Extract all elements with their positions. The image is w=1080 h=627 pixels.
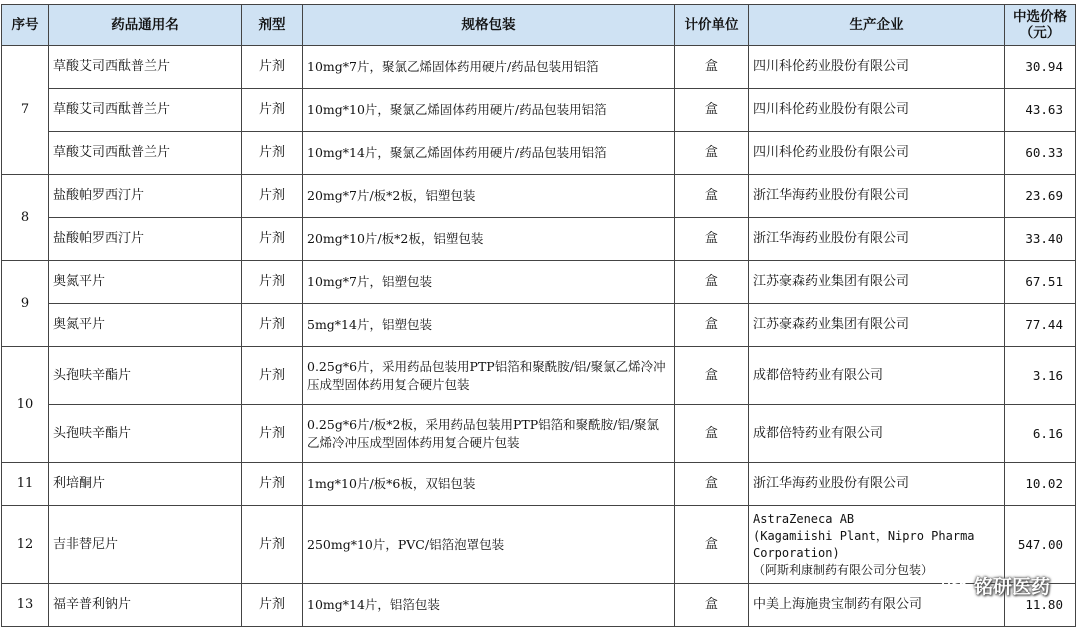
price: 547.00 <box>1005 506 1076 584</box>
company: 中美上海施贵宝制药有限公司 <box>749 584 1005 627</box>
wechat-icon <box>942 575 968 597</box>
spec: 250mg*10片，PVC/铝箔泡罩包装 <box>303 506 675 584</box>
dosage-form: 片剂 <box>242 463 303 506</box>
table-row <box>2 218 1076 261</box>
header-price: 中选价格 （元） <box>1005 5 1076 46</box>
row-index: 7 <box>2 46 49 175</box>
drug-name: 草酸艾司西酞普兰片 <box>49 132 242 175</box>
header-drug-name: 药品通用名 <box>49 5 242 46</box>
spec: 10mg*10片，聚氯乙烯固体药用硬片/药品包装用铝箔 <box>303 89 675 132</box>
table-row <box>2 405 1076 463</box>
unit: 盒 <box>675 89 749 132</box>
header-dosage-form: 剂型 <box>242 5 303 46</box>
header-unit: 计价单位 <box>675 5 749 46</box>
drug-name: 盐酸帕罗西汀片 <box>49 175 242 218</box>
drug-name: 草酸艾司西酞普兰片 <box>49 89 242 132</box>
table-row <box>2 584 1076 627</box>
row-index: 11 <box>2 463 49 506</box>
row-index: 13 <box>2 584 49 627</box>
dosage-form: 片剂 <box>242 261 303 304</box>
unit: 盒 <box>675 584 749 627</box>
spec: 20mg*7片/板*2板，铝塑包装 <box>303 175 675 218</box>
header-company: 生产企业 <box>749 5 1005 46</box>
table-row <box>2 175 1076 218</box>
row-index: 12 <box>2 506 49 584</box>
table-row <box>2 304 1076 347</box>
spec: 1mg*10片/板*6板，双铝包装 <box>303 463 675 506</box>
spec: 10mg*7片，铝塑包装 <box>303 261 675 304</box>
unit: 盒 <box>675 506 749 584</box>
drug-name: 盐酸帕罗西汀片 <box>49 218 242 261</box>
price: 77.44 <box>1005 304 1076 347</box>
row-index: 8 <box>2 175 49 261</box>
watermark-text: 铭研医药 <box>973 576 1050 598</box>
header-index: 序号 <box>2 5 49 46</box>
table-row <box>2 46 1076 89</box>
table-row <box>2 506 1076 584</box>
spec: 10mg*14片，聚氯乙烯固体药用硬片/药品包装用铝箔 <box>303 132 675 175</box>
price: 30.94 <box>1005 46 1076 89</box>
dosage-form: 片剂 <box>242 347 303 405</box>
drug-name: 奥氮平片 <box>49 261 242 304</box>
drug-name: 吉非替尼片 <box>49 506 242 584</box>
table-row <box>2 261 1076 304</box>
company: AstraZeneca AB (Kagamiishi Plant，Nipro Pharma Corporation) （阿斯利康制药有限公司分包装） <box>749 506 1005 584</box>
table-row <box>2 132 1076 175</box>
price: 23.69 <box>1005 175 1076 218</box>
price: 33.40 <box>1005 218 1076 261</box>
spec: 5mg*14片，铝塑包装 <box>303 304 675 347</box>
company: 成都倍特药业有限公司 <box>749 347 1005 405</box>
watermark <box>942 572 1050 599</box>
drug-name: 福辛普利钠片 <box>49 584 242 627</box>
company: 浙江华海药业股份有限公司 <box>749 175 1005 218</box>
table-row <box>2 89 1076 132</box>
spec: 10mg*14片，铝箔包装 <box>303 584 675 627</box>
price: 3.16 <box>1005 347 1076 405</box>
price: 43.63 <box>1005 89 1076 132</box>
company: 浙江华海药业股份有限公司 <box>749 218 1005 261</box>
unit: 盒 <box>675 347 749 405</box>
company: 浙江华海药业股份有限公司 <box>749 463 1005 506</box>
unit: 盒 <box>675 46 749 89</box>
row-index: 10 <box>2 347 49 463</box>
company: 江苏豪森药业集团有限公司 <box>749 304 1005 347</box>
price: 10.02 <box>1005 463 1076 506</box>
unit: 盒 <box>675 175 749 218</box>
price: 67.51 <box>1005 261 1076 304</box>
company: 四川科伦药业股份有限公司 <box>749 132 1005 175</box>
dosage-form: 片剂 <box>242 506 303 584</box>
row-index: 9 <box>2 261 49 347</box>
price: 60.33 <box>1005 132 1076 175</box>
header-spec: 规格包装 <box>303 5 675 46</box>
spec: 10mg*7片，聚氯乙烯固体药用硬片/药品包装用铝箔 <box>303 46 675 89</box>
unit: 盒 <box>675 132 749 175</box>
dosage-form: 片剂 <box>242 218 303 261</box>
drug-name: 奥氮平片 <box>49 304 242 347</box>
dosage-form: 片剂 <box>242 46 303 89</box>
spec: 0.25g*6片/板*2板，采用药品包装用PTP铝箔和聚酰胺/铝/聚氯乙烯冷冲压成型固体药用复合硬片包装 <box>303 405 675 463</box>
dosage-form: 片剂 <box>242 132 303 175</box>
unit: 盒 <box>675 304 749 347</box>
spec: 20mg*10片/板*2板，铝塑包装 <box>303 218 675 261</box>
dosage-form: 片剂 <box>242 405 303 463</box>
drug-name: 利培酮片 <box>49 463 242 506</box>
dosage-form: 片剂 <box>242 584 303 627</box>
drug-price-table <box>1 4 1076 627</box>
price: 11.80 <box>1005 584 1076 627</box>
drug-name: 头孢呋辛酯片 <box>49 405 242 463</box>
spec: 0.25g*6片，采用药品包装用PTP铝箔和聚酰胺/铝/聚氯乙烯冷冲压成型固体药用复合硬片包装 <box>303 347 675 405</box>
table-row <box>2 463 1076 506</box>
drug-name: 头孢呋辛酯片 <box>49 347 242 405</box>
table-header-row <box>2 5 1076 46</box>
dosage-form: 片剂 <box>242 304 303 347</box>
company: 四川科伦药业股份有限公司 <box>749 46 1005 89</box>
company: 江苏豪森药业集团有限公司 <box>749 261 1005 304</box>
unit: 盒 <box>675 261 749 304</box>
unit: 盒 <box>675 218 749 261</box>
dosage-form: 片剂 <box>242 89 303 132</box>
unit: 盒 <box>675 463 749 506</box>
table-row <box>2 347 1076 405</box>
company: 四川科伦药业股份有限公司 <box>749 89 1005 132</box>
price: 6.16 <box>1005 405 1076 463</box>
unit: 盒 <box>675 405 749 463</box>
dosage-form: 片剂 <box>242 175 303 218</box>
company: 成都倍特药业有限公司 <box>749 405 1005 463</box>
drug-name: 草酸艾司西酞普兰片 <box>49 46 242 89</box>
